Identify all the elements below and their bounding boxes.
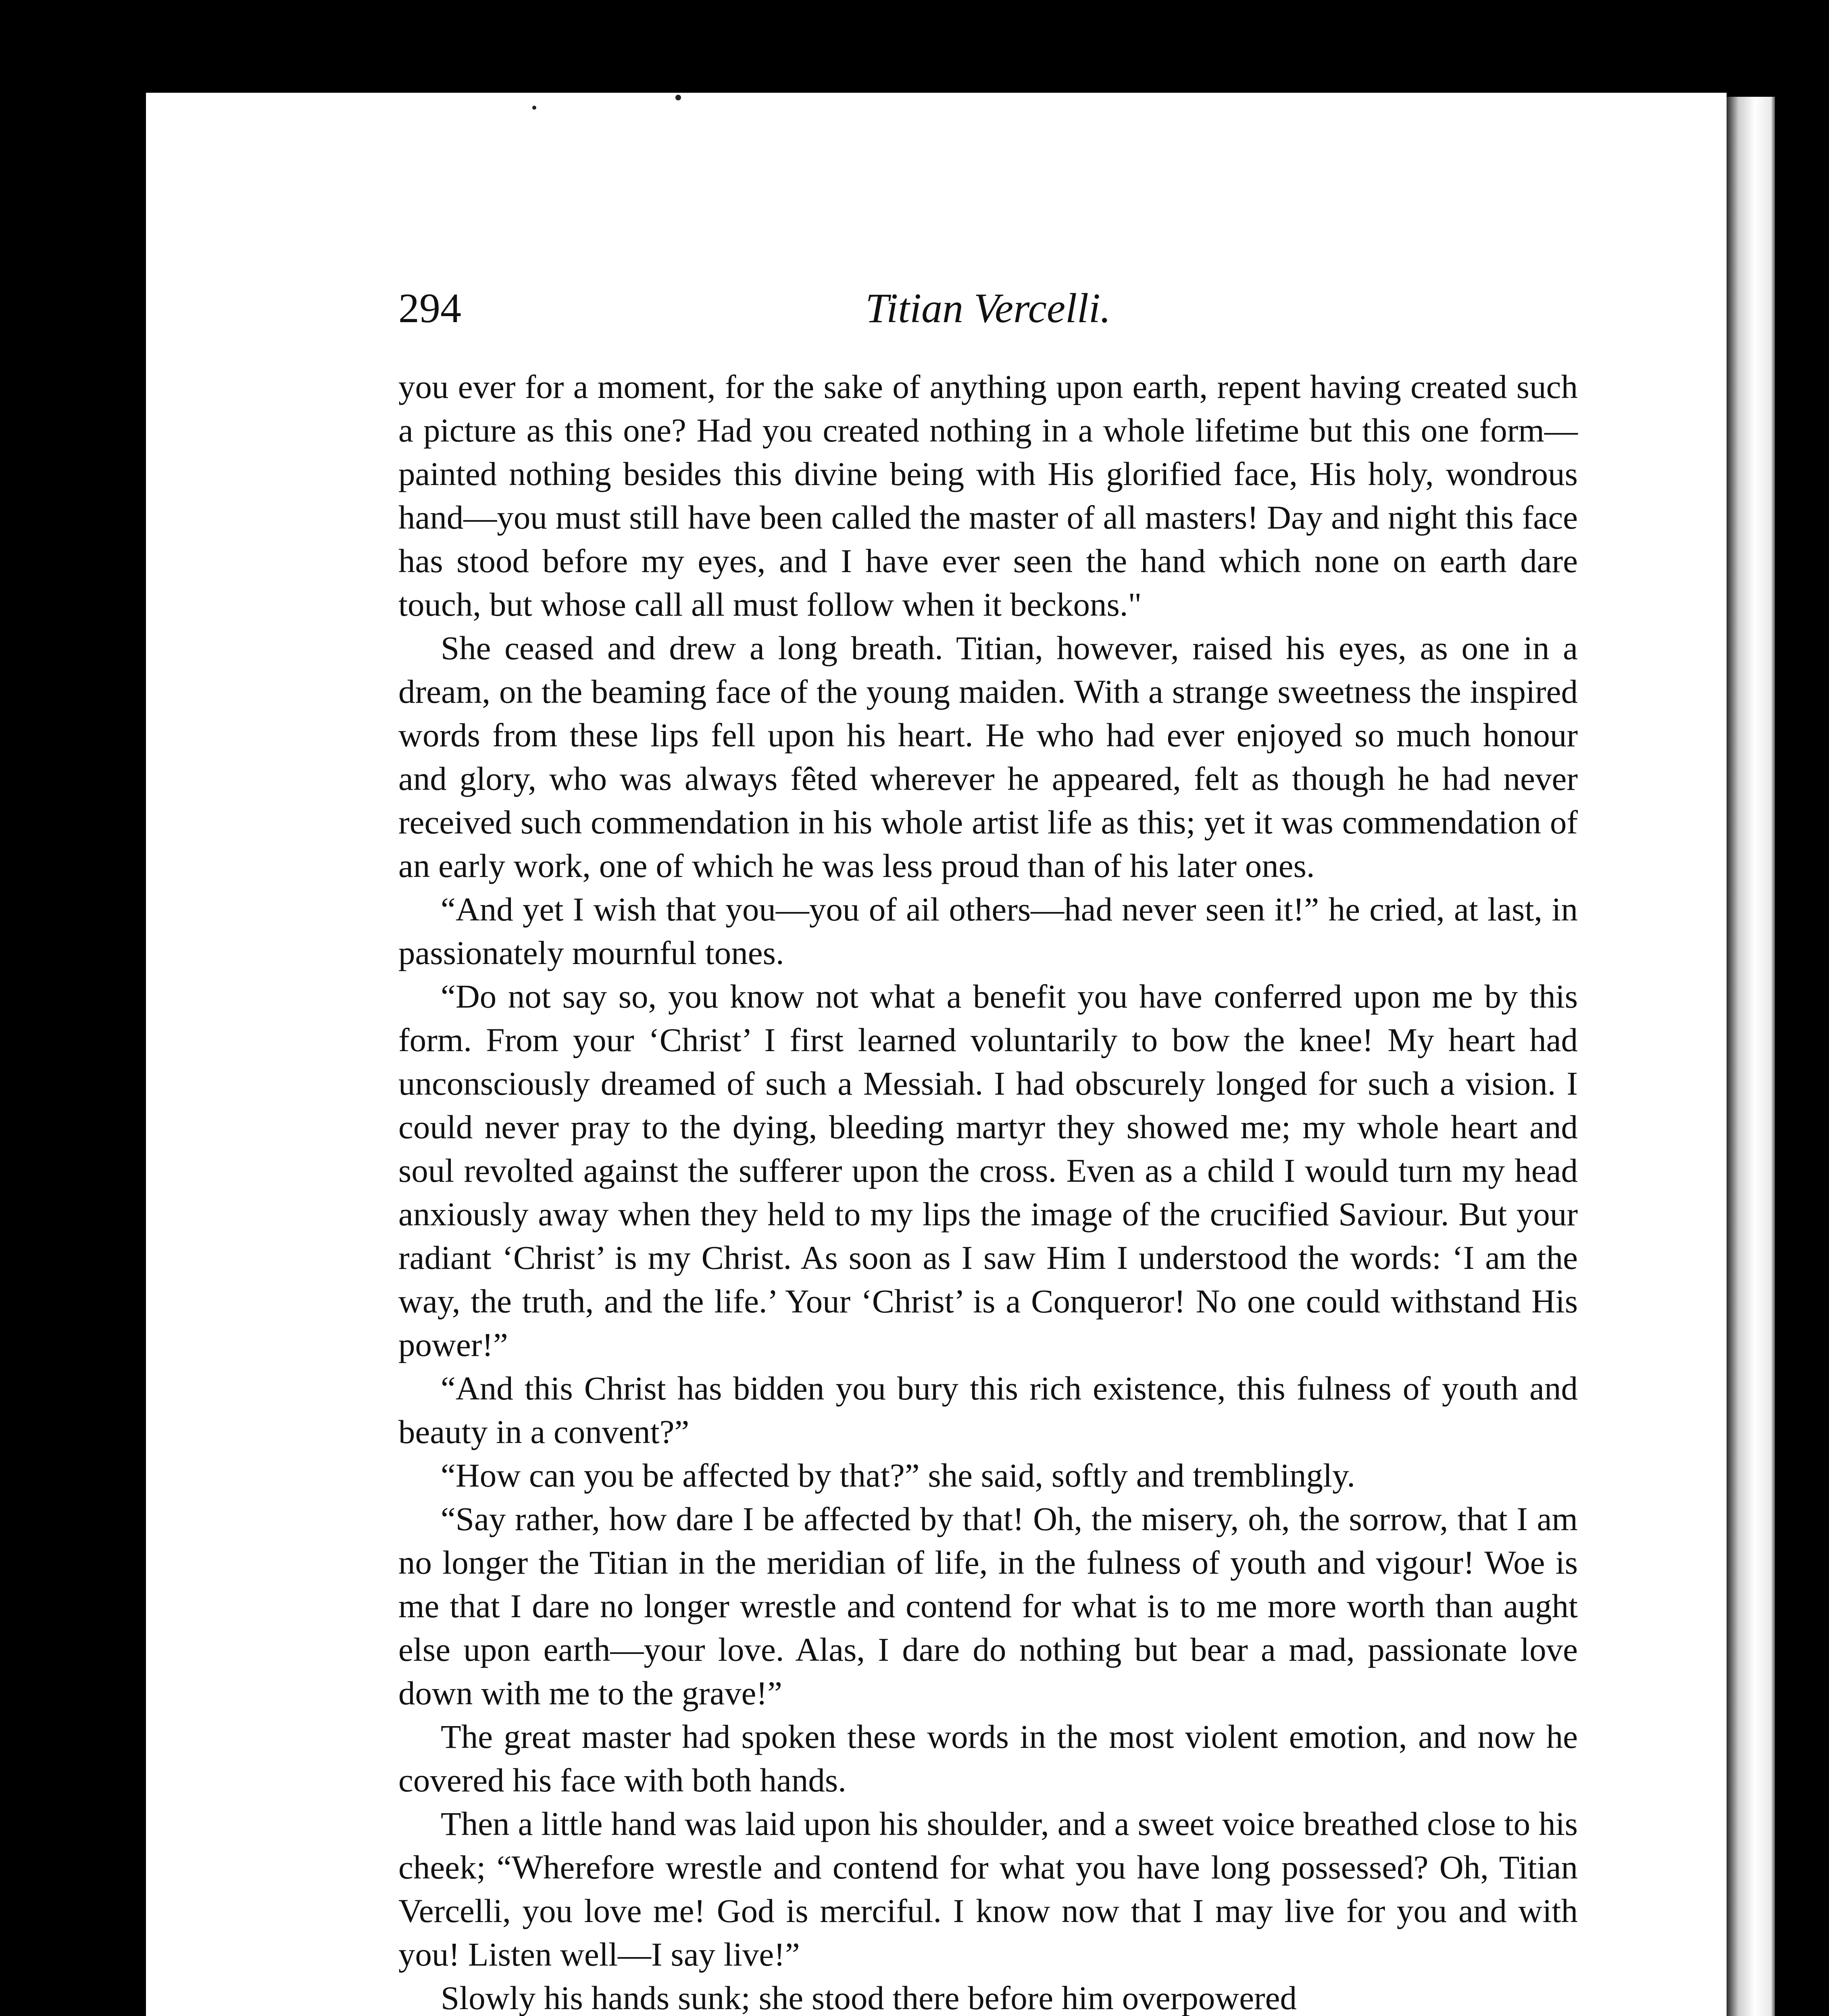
page-number: 294 — [398, 285, 461, 331]
paragraph: you ever for a moment, for the sake of anything upon earth, repent having created such a picture as this one? Had you created nothing in a whole lifetime but this one form—painted nothing besides this divine being with His glorified face, His holy, wondrous hand—you must still have been called the master of all masters! Day and night this face has stood before my eyes, and I have ever seen the hand which none on earth dare touch, but whose call all must follow when it beckons." — [398, 368, 1578, 623]
dust-speck — [675, 95, 681, 100]
paragraph: Slowly his hands sunk; she stood there before him overpowered — [441, 1979, 1297, 2016]
paragraph: “Say rather, how dare I be affected by that! Oh, the misery, oh, the sorrow, that I am no longer the Titian in the meridian of life, in the fulness of youth and vigour! Woe is me that I dare no longer wrestle and contend for what is to me more worth than aught else upon earth—your love. Alas, I dare do nothing but bear a mad, passionate love down with me to the grave!” — [398, 1500, 1578, 1712]
paragraph: The great master had spoken these words in the most violent emotion, and now he covered his face with both hands. — [398, 1718, 1578, 1799]
paragraph: “And this Christ has bidden you bury this rich existence, this fulness of youth and beauty in a convent?” — [398, 1370, 1578, 1450]
dust-speck — [532, 106, 536, 110]
facing-page-edge — [1727, 97, 1775, 2016]
page-header — [398, 282, 1578, 335]
paragraph: “How can you be affected by that?” she said, softly and tremblingly. — [441, 1457, 1355, 1494]
paragraph: She ceased and drew a long breath. Titian, however, raised his eyes, as one in a dream, on the beaming face of the young maiden. With a strange sweetness the inspired words from these lips fell upon his heart. He who had ever enjoyed so much honour and glory, who was always fêted wherever he appeared, felt as though he had never received such commendation in his whole artist life as this; yet it was commendation of an early work, one of which he was less proud than of his later ones. — [398, 629, 1578, 884]
paragraph: Then a little hand was laid upon his shoulder, and a sweet voice breathed close to his cheek; “Wherefore wrestle and contend for what you have long possessed? Oh, Titian Vercelli, you love me! God is merciful. I know now that I may live for you and with you! Listen well—I say live!” — [398, 1805, 1578, 1973]
body-text — [398, 365, 1578, 2016]
running-title: Titian Vercelli. — [865, 285, 1111, 331]
paragraph: “And yet I wish that you—you of ail others—had never seen it!” he cried, at last, in passionately mournful tones. — [398, 891, 1578, 971]
paragraph: “Do not say so, you know not what a benefit you have conferred upon me by this form. From your ‘Christ’ I first learned voluntarily to bow the knee! My heart had unconsciously dreamed of such a Messiah. I had obscurely longed for such a vision. I could never pray to the dying, bleeding martyr they showed me; my whole heart and soul revolted against the sufferer upon the cross. Even as a child I would turn my head anxiously away when they held to my lips the image of the crucified Saviour. But your radiant ‘Christ’ is my Christ. As soon as I saw Him I understood the words: ‘I am the way, the truth, and the life.’ Your ‘Christ’ is a Conqueror! No one could withstand His power!” — [398, 978, 1578, 1363]
